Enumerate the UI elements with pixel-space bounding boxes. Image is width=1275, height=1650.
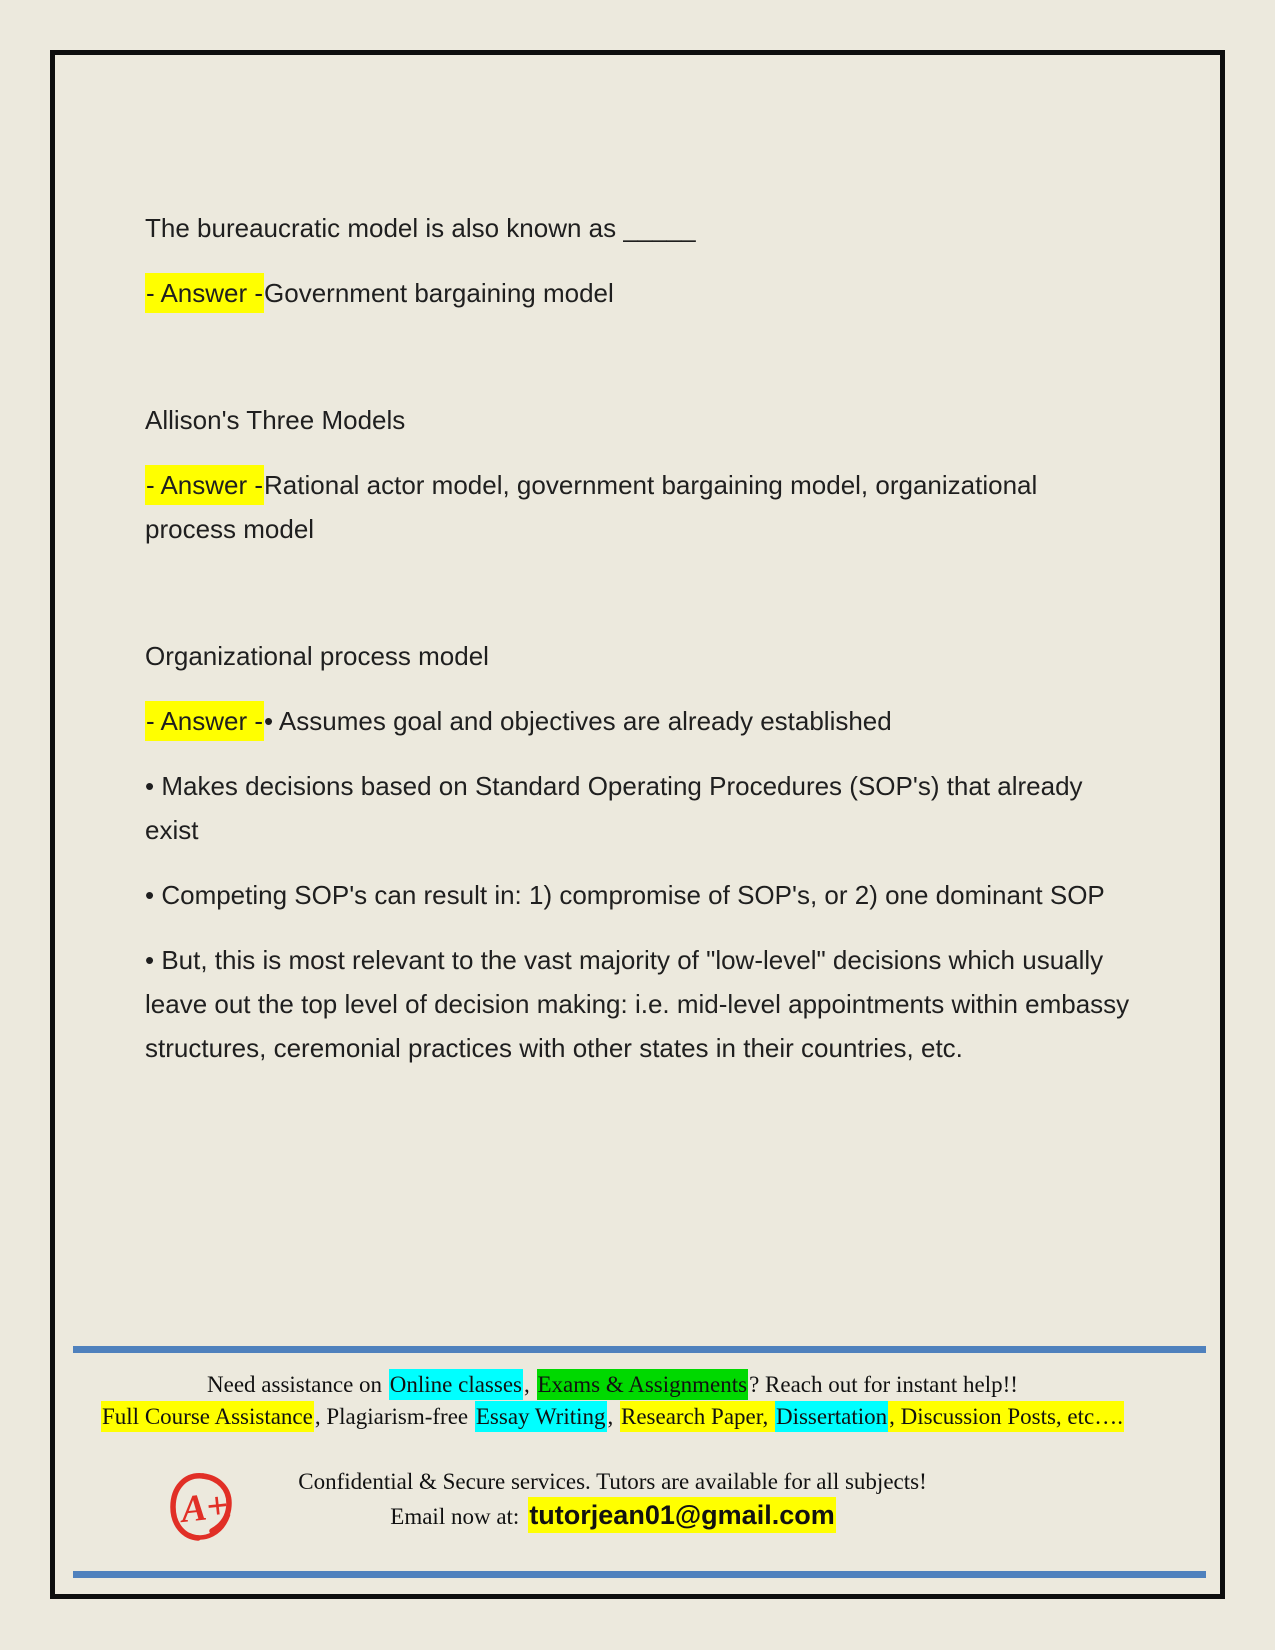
section-spacer [145, 336, 1130, 398]
answer-line [145, 271, 1130, 315]
footer-text-segment: , Discussion Posts, etc…. [888, 1401, 1124, 1432]
footer-text-segment: Essay Writing [475, 1401, 607, 1432]
email-label: Email now at: [390, 1504, 520, 1529]
footer-text-segment: , [524, 1372, 536, 1397]
footer-text-segment: Exams & Assignments [537, 1369, 749, 1400]
footer-text-segment: Need assistance on [207, 1372, 388, 1397]
footer-help-line [60, 1369, 1165, 1400]
footer-text-segment: , Plagiarism-free [314, 1404, 474, 1429]
footer-services-line [60, 1401, 1165, 1432]
email-row [60, 1500, 1165, 1532]
footer-text-segment: Full Course Assistance [101, 1401, 314, 1432]
bullet-item: • Makes decisions based on Standard Operating Procedures (SOP's) that already exist [145, 771, 1083, 845]
answer-text: Government bargaining model [264, 278, 614, 308]
divider-line-bottom [73, 1571, 1206, 1578]
divider-line-top [73, 1346, 1206, 1353]
svg-text:A+: A+ [179, 1484, 231, 1531]
answer-text: Rational actor model, government bargaining model, organizational process model [145, 470, 1038, 544]
email-address: tutorjean01@gmail.com [528, 1497, 835, 1533]
answer-line [145, 463, 1130, 551]
section-spacer [145, 572, 1130, 634]
answer-text: • Assumes goal and objectives are already established [264, 706, 892, 736]
document-body [145, 206, 1130, 1091]
footer-text-segment: Dissertation [775, 1401, 888, 1432]
question-text: Organizational process model [145, 641, 489, 671]
footer-text-segment: ? Reach out for instant help!! [749, 1372, 1018, 1397]
answer-line [145, 699, 1130, 743]
footer-text-segment: Research Paper, [620, 1401, 775, 1432]
footer-text-segment: , [607, 1404, 619, 1429]
answer-label-highlight: - Answer - [145, 465, 264, 505]
answer-label-highlight: - Answer - [145, 701, 264, 741]
footer-text-segment: Online classes [389, 1369, 523, 1400]
question-text: The bureaucratic model is also known as _____ [145, 213, 696, 243]
bullet-item: • But, this is most relevant to the vast majority of "low-level" decisions which usually leave out the top level of decision making: i.e. mid-level appointments within embassy structures, ceremonial practices with other states in their countries, etc. [145, 945, 1130, 1063]
bullet-item: • Competing SOP's can result in: 1) compromise of SOP's, or 2) one dominant SOP [145, 880, 1105, 910]
answer-label-highlight: - Answer - [145, 273, 264, 313]
confidential-text: Confidential & Secure services. Tutors are available for all subjects! [298, 1469, 927, 1494]
question-text: Allison's Three Models [145, 405, 406, 435]
